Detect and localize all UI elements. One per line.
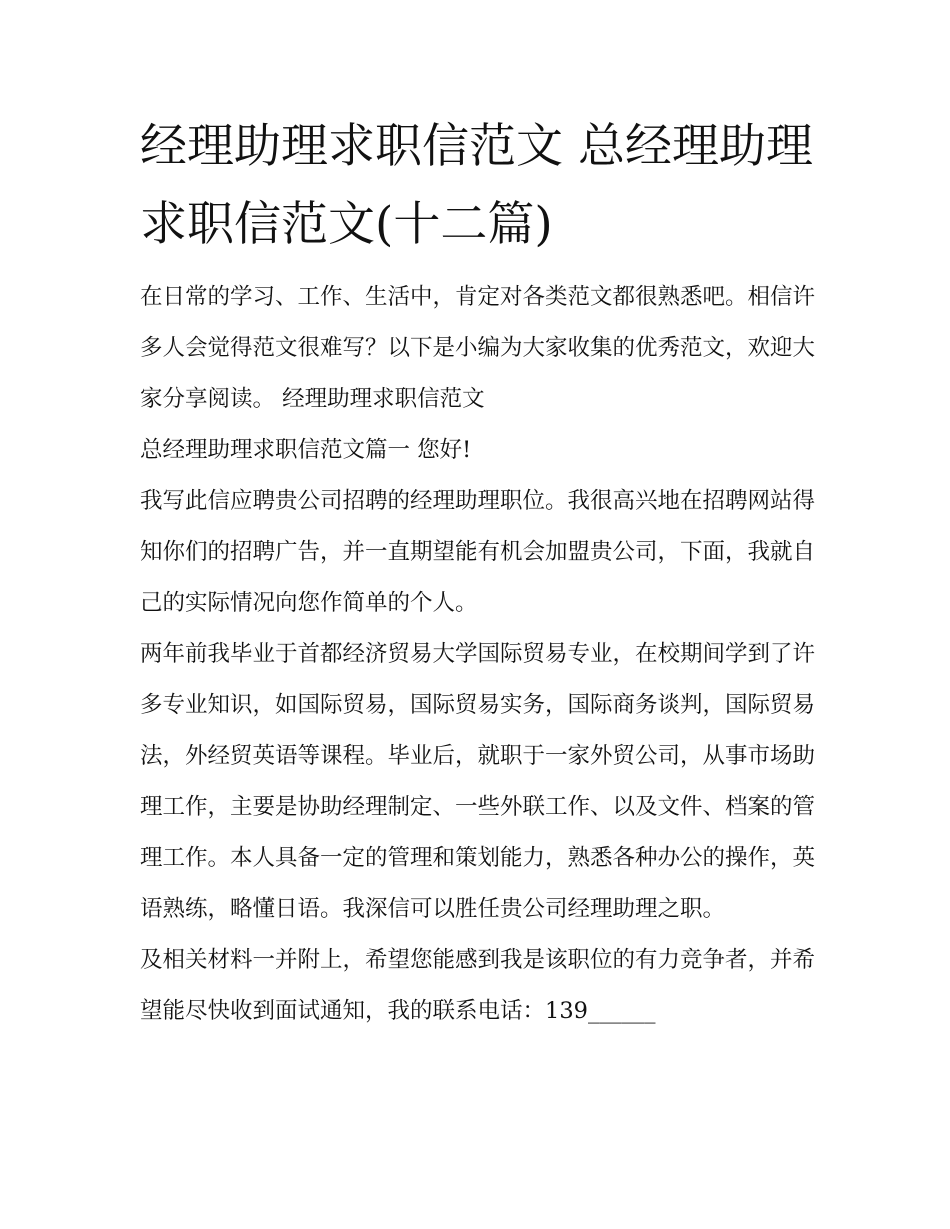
paragraph-intro: 在日常的学习、工作、生活中，肯定对各类范文都很熟悉吧。相信许多人会觉得范文很难写？以下是小编为大家收集的优秀范文，欢迎大家分享阅读。 经理助理求职信范文 [140,284,816,412]
paragraph-background: 两年前我毕业于首都经济贸易大学国际贸易专业，在校期间学到了许多专业知识，如国际贸易，国际贸易实务，国际商务谈判，国际贸易法，外经贸英语等课程。毕业后，就职于一家外贸公司，从事市场助理工作，主要是协助经理制定、一些外联工作、以及文件、档案的管理工作。本人具备一定的管理和策划能力，熟悉各种办公的操作，英语熟练，略懂日语。我深信可以胜任贵公司经理助理之职。 [140,641,816,922]
document-content [140,108,830,1037]
paragraph-application: 我写此信应聘贵公司招聘的经理助理职位。我很高兴地在招聘网站得知你们的招聘广告，并一直期望能有机会加盟贵公司，下面，我就自己的实际情况向您作简单的个人。 [140,488,816,616]
document-title: 经理助理求职信范文 总经理助理求职信范文(十二篇) [140,119,813,252]
paragraph-closing: 及相关材料一并附上，希望您能感到我是该职位的有力竞争者，并希望能尽快收到面试通知，我的联系电话：139______ [140,947,816,1024]
document-body [140,272,830,1037]
paragraph-heading-greeting: 总经理助理求职信范文篇一 您好! [140,437,472,463]
